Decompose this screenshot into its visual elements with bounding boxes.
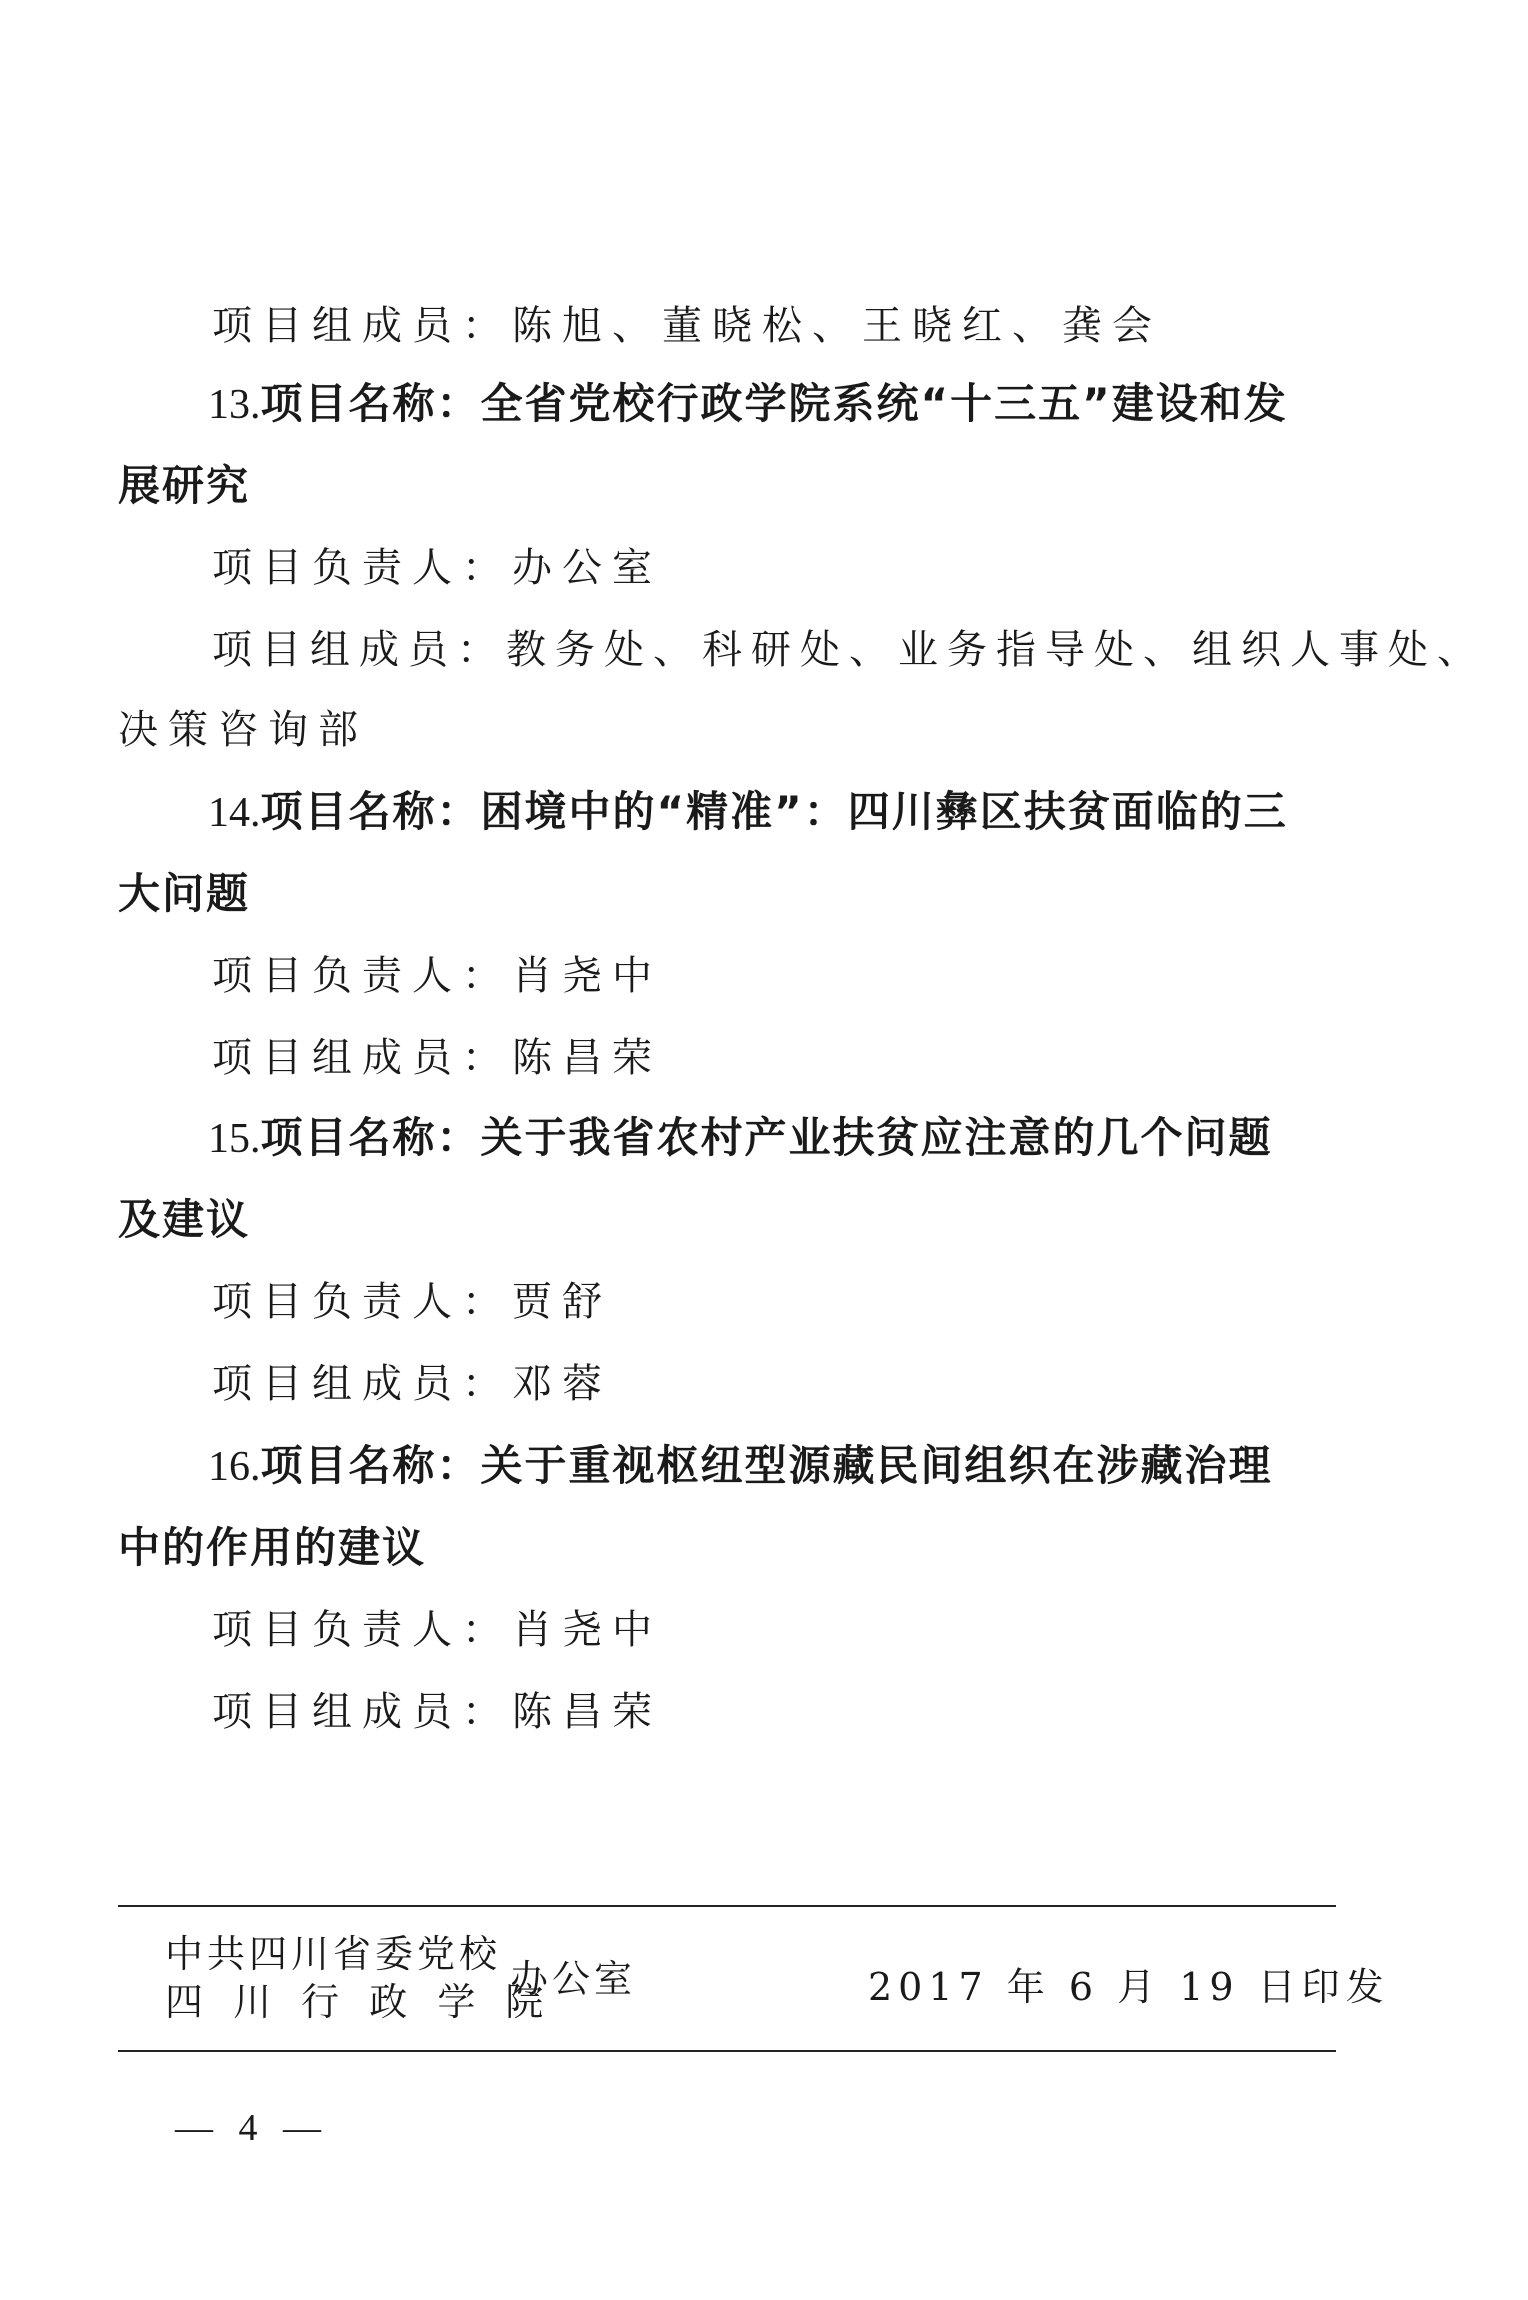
project-15-members: 项目组成员：邓蓉 bbox=[212, 1361, 612, 1407]
project-13-title-text: 项目名称：全省党校行政学院系统“十三五”建设和发 bbox=[260, 379, 1288, 428]
project-13-number: 13. bbox=[208, 382, 261, 428]
footer-issue-date: 2017 年 6 月 19 日印发 bbox=[868, 1965, 1390, 2009]
project-14-title-text: 项目名称：困境中的“精准”：四川彝区扶贫面临的三 bbox=[260, 787, 1288, 836]
project-16-lead: 项目负责人：肖尧中 bbox=[212, 1607, 662, 1653]
project-12-members: 项目组成员：陈旭、董晓松、王晓红、龚会 bbox=[212, 303, 1162, 349]
project-15-title-line-1 bbox=[208, 1110, 1273, 1167]
project-13-lead: 项目负责人：办公室 bbox=[212, 545, 662, 591]
footer-org-line-2: 四 川 行 政 学 院 bbox=[165, 1980, 553, 2024]
project-14-title-line-2: 大问题 bbox=[118, 869, 251, 918]
project-16-title-line-1 bbox=[208, 1438, 1273, 1495]
project-14-number: 14. bbox=[208, 790, 261, 836]
project-16-members: 项目组成员：陈昌荣 bbox=[212, 1689, 662, 1735]
project-15-title-line-2: 及建议 bbox=[118, 1195, 251, 1244]
footer-top-rule bbox=[118, 1905, 1336, 1907]
project-13-members-line-1: 项目组成员：教务处、科研处、业务指导处、组织人事处、 bbox=[212, 627, 1486, 673]
footer-office: 办公室 bbox=[510, 1957, 637, 2001]
project-13-members-line-2: 决策咨询部 bbox=[118, 707, 368, 753]
project-15-number: 15. bbox=[208, 1116, 261, 1162]
project-14-members: 项目组成员：陈昌荣 bbox=[212, 1035, 662, 1081]
project-14-lead: 项目负责人：肖尧中 bbox=[212, 953, 662, 999]
project-15-title-text: 项目名称：关于我省农村产业扶贫应注意的几个问题 bbox=[260, 1113, 1273, 1162]
footer-bottom-rule bbox=[118, 2050, 1336, 2052]
project-13-title-line-2: 展研究 bbox=[118, 461, 251, 510]
project-16-title-line-2: 中的作用的建议 bbox=[118, 1523, 427, 1572]
project-16-number: 16. bbox=[208, 1444, 261, 1490]
project-13-title-line-1 bbox=[208, 376, 1288, 433]
footer-org-line-1: 中共四川省委党校 bbox=[165, 1932, 502, 1976]
project-16-title-text: 项目名称：关于重视枢纽型源藏民间组织在涉藏治理 bbox=[260, 1441, 1273, 1490]
project-15-lead: 项目负责人：贾舒 bbox=[212, 1279, 612, 1325]
project-14-title-line-1 bbox=[208, 784, 1288, 841]
page-number: — 4 — bbox=[175, 2107, 329, 2149]
